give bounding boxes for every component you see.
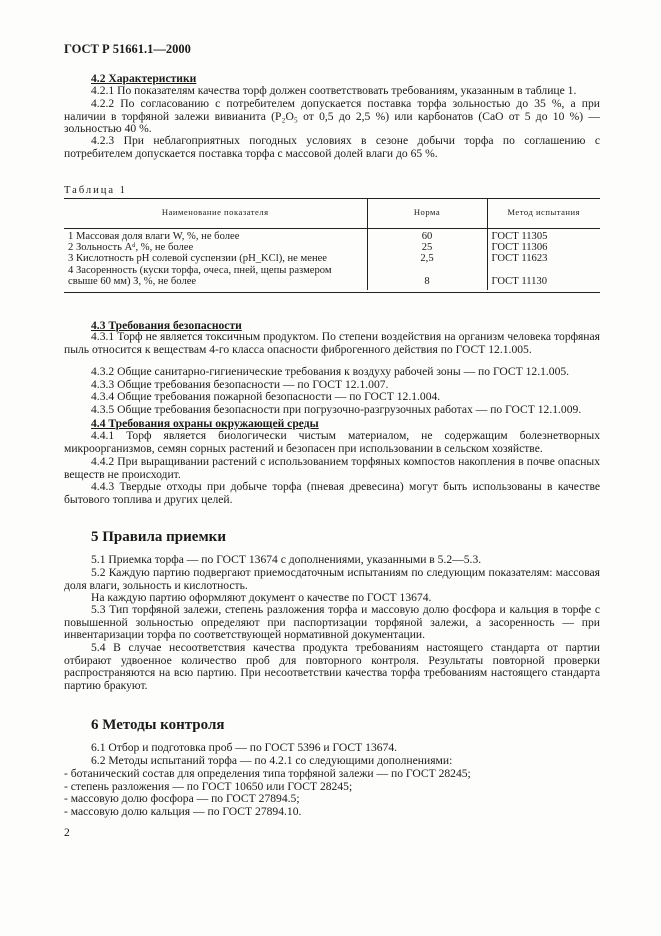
list-item: - ботанический состав для определения типа торфяной залежи — по ГОСТ 28245; bbox=[64, 767, 471, 780]
para-5-2: 5.2 Каждую партию подвергают приемосдаточным испытаниям по следующим показателям: массовая доля влаги, зольность и кислотность. bbox=[64, 566, 600, 592]
para-6-1: 6.1 Отбор и подготовка проб — по ГОСТ 5396 и ГОСТ 13674. bbox=[91, 741, 398, 754]
table-row bbox=[64, 265, 600, 290]
list-item: - степень разложения — по ГОСТ 10650 или ГОСТ 28245; bbox=[64, 780, 353, 793]
row-method: ГОСТ 11306 bbox=[491, 242, 548, 254]
para-4-3-3: 4.3.3 Общие требования безопасности — по ГОСТ 12.1.007. bbox=[91, 378, 389, 391]
para-4-4-3: 4.4.3 Твердые отходы при добыче торфа (пневая древесина) могут быть использованы в качестве бытового топлива и других целей. bbox=[64, 480, 600, 506]
para-5-1: 5.1 Приемка торфа — по ГОСТ 13674 с дополнениями, указанными в 5.2—5.3. bbox=[91, 553, 482, 566]
table-row bbox=[64, 253, 600, 264]
col-header-method: Метод испытания bbox=[487, 198, 600, 229]
para-6-2: 6.2 Методы испытаний торфа — по 4.2.1 со следующими дополнениями: bbox=[91, 754, 453, 767]
page-number: 2 bbox=[64, 826, 70, 839]
para-4-3-1: 4.3.1 Торф не является токсичным продуктом. По степени воздействия на организм человека торфяная пыль относится к веществам 4-го класса опасности фиброгенного действия по ГОСТ 12.1.005. bbox=[64, 330, 600, 356]
document-header: ГОСТ Р 51661.1—2000 bbox=[64, 42, 191, 56]
para-4-3-5: 4.3.5 Общие требования безопасности при погрузочно-разгрузочных работах — по ГОСТ 12.1.009. bbox=[91, 403, 582, 416]
para-5-3: 5.3 Тип торфяной залежи, степень разложения торфа и массовую долю фосфора и кальция в торфе с повышенной зольностью определяют при паспортизации торфяной залежи, а засоренность — при инвентаризации торфа по соответствующей нормативной документации. bbox=[64, 603, 600, 642]
list-item: - массовую долю кальция — по ГОСТ 27894.10. bbox=[64, 805, 302, 818]
para-4-2-3: 4.2.3 При неблагоприятных погодных условиях в сезоне добычи торфа по соглашению с потребителем допускается поставка торфа с массовой долей влаги до 65 %. bbox=[64, 134, 600, 160]
para-4-2-2: 4.2.2 По согласованию с потребителем допускается поставка торфа зольностью до 35 %, а при наличии в торфяной залежи вивианита (P₂O₅ от 0,5 до 2,5 %) или карбонатов (CaO от 5 до 10 %) — зольностью 40 %. bbox=[64, 97, 600, 136]
para-4-2-1: 4.2.1 По показателям качества торф должен соответствовать требованиям, указанным в таблице 1. bbox=[91, 84, 577, 97]
para-4-3-2: 4.3.2 Общие санитарно-гигиенические требования к воздуху рабочей зоны — по ГОСТ 12.1.005. bbox=[91, 365, 570, 378]
table-row bbox=[64, 231, 600, 242]
indicators-table bbox=[64, 198, 600, 290]
section-5-title: 5 Правила приемки bbox=[91, 529, 226, 545]
row-method: ГОСТ 11305 bbox=[491, 231, 548, 242]
row-name: 1 Массовая доля влаги W, %, не более bbox=[64, 231, 367, 242]
row-method: ГОСТ 11130 bbox=[491, 275, 548, 287]
para-5-4: 5.4 В случае несоответствия качества продукта требованиям настоящего стандарта от партии отбирают удвоенное количество проб для повторного контроля. Результаты повторной проверки распространяются на всю партию. При несоответствии качества торфа требованиям настоящего стандарта партию бракуют. bbox=[64, 641, 600, 692]
row-norm: 60 bbox=[367, 231, 487, 242]
para-4-4-2: 4.4.2 При выращивании растений с использованием торфяных компостов накопления в почве опасных веществ не происходит. bbox=[64, 455, 600, 481]
section-4-2-title: 4.2 Характеристики bbox=[91, 72, 197, 85]
row-name: 4 Засоренность (куски торфа, очеса, пней, щепы размером свыше 60 мм) З, %, не более bbox=[64, 265, 367, 290]
section-6-title: 6 Методы контроля bbox=[91, 717, 225, 733]
section-4-3-title: 4.3 Требования безопасности bbox=[91, 319, 242, 332]
col-header-name: Наименование показателя bbox=[64, 198, 367, 229]
table-caption: Таблица 1 bbox=[64, 185, 127, 196]
para-4-4-1: 4.4.1 Торф является биологически чистым материалом, не содержащим болезнетворных микроорганизмов, семян сорных растений и безопасен при использовании в сельском хозяйстве. bbox=[64, 429, 600, 455]
para-5-2-note: На каждую партию оформляют документ о качестве по ГОСТ 13674. bbox=[91, 591, 432, 604]
row-norm: 2,5 bbox=[367, 253, 487, 264]
table-row bbox=[64, 242, 600, 253]
list-item: - массовую долю фосфора — по ГОСТ 27894.5; bbox=[64, 792, 300, 805]
row-norm: 8 bbox=[367, 265, 487, 290]
col-header-norm: Норма bbox=[367, 198, 487, 229]
row-norm: 25 bbox=[367, 242, 487, 253]
para-4-3-4: 4.3.4 Общие требования пожарной безопасности — по ГОСТ 12.1.004. bbox=[91, 390, 441, 403]
section-4-4-title: 4.4 Требования охраны окружающей среды bbox=[91, 417, 319, 430]
row-method: ГОСТ 11623 bbox=[491, 253, 548, 265]
row-name: 3 Кислотность pH солевой суспензии (pH_KCl), не менее bbox=[64, 253, 367, 264]
row-name: 2 Зольность Aᵈ, %, не более bbox=[64, 242, 367, 253]
